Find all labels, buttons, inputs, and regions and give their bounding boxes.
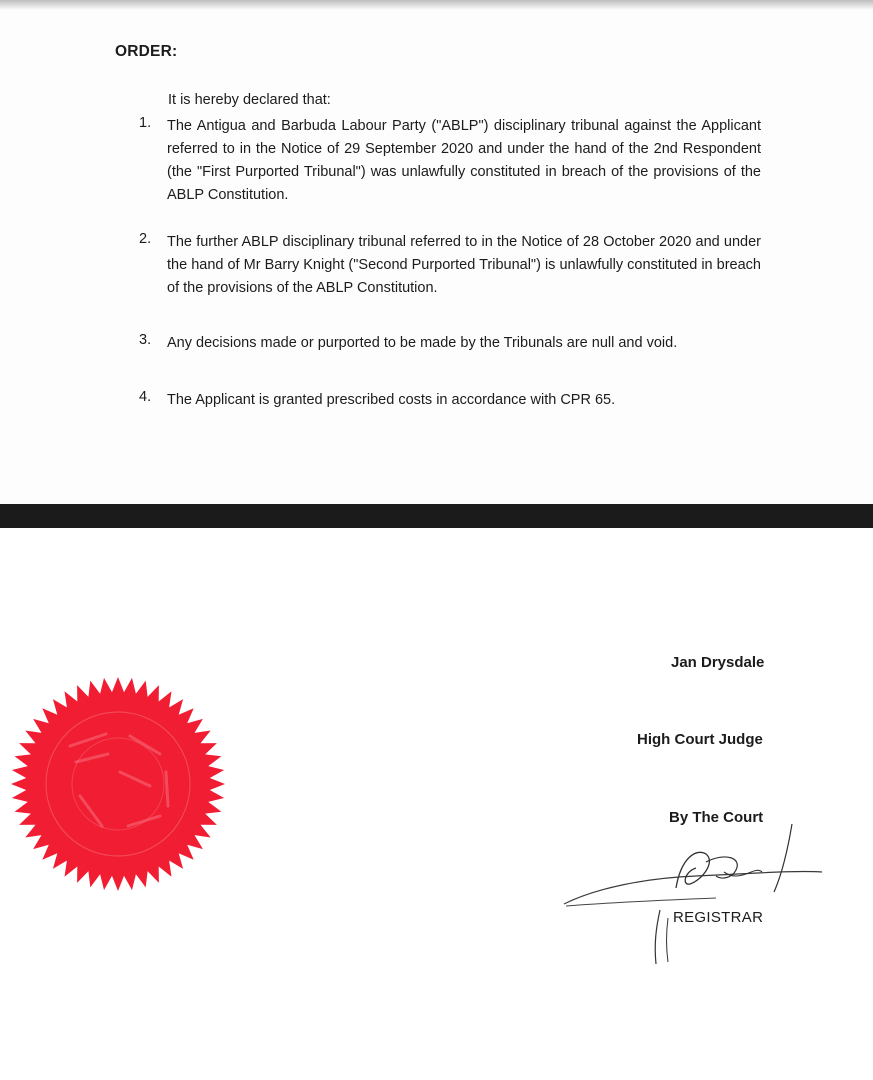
page-divider xyxy=(0,504,873,528)
order-item-number: 3. xyxy=(139,332,152,348)
order-item-text: The Antigua and Barbuda Labour Party ("ABLP") disciplinary tribunal against the Applicant referred to in the Notice of 29 September 2020 and under the hand of the 2nd Respondent (the "First Purported Tribunal") was unlawfully constituted in breach of the provisions of the ABLP Constitution. xyxy=(167,118,761,203)
order-item-text: Any decisions made or purported to be made by the Tribunals are null and void. xyxy=(167,335,678,351)
judge-name: Jan Drysdale xyxy=(671,654,765,671)
judge-title: High Court Judge xyxy=(637,731,763,748)
order-item-number: 4. xyxy=(139,389,152,405)
order-item-text: The Applicant is granted prescribed costs in accordance with CPR 65. xyxy=(167,392,616,408)
order-heading: ORDER: xyxy=(115,43,178,60)
order-intro: It is hereby declared that: xyxy=(168,92,331,108)
order-item-number: 2. xyxy=(139,231,152,247)
order-item-number: 1. xyxy=(139,115,152,131)
page-edge-shadow xyxy=(0,0,873,10)
registrar-signature-icon xyxy=(556,818,826,968)
registrar-label: REGISTRAR xyxy=(673,909,764,926)
order-item-text: The further ABLP disciplinary tribunal referred to in the Notice of 28 October 2020 and under the hand of Mr Barry Knight ("Second Purported Tribunal") is unlawfully constituted in breach of the provisions of the ABLP Constitution. xyxy=(167,234,761,296)
court-seal-icon xyxy=(10,676,226,892)
by-the-court-label: By The Court xyxy=(669,809,764,826)
